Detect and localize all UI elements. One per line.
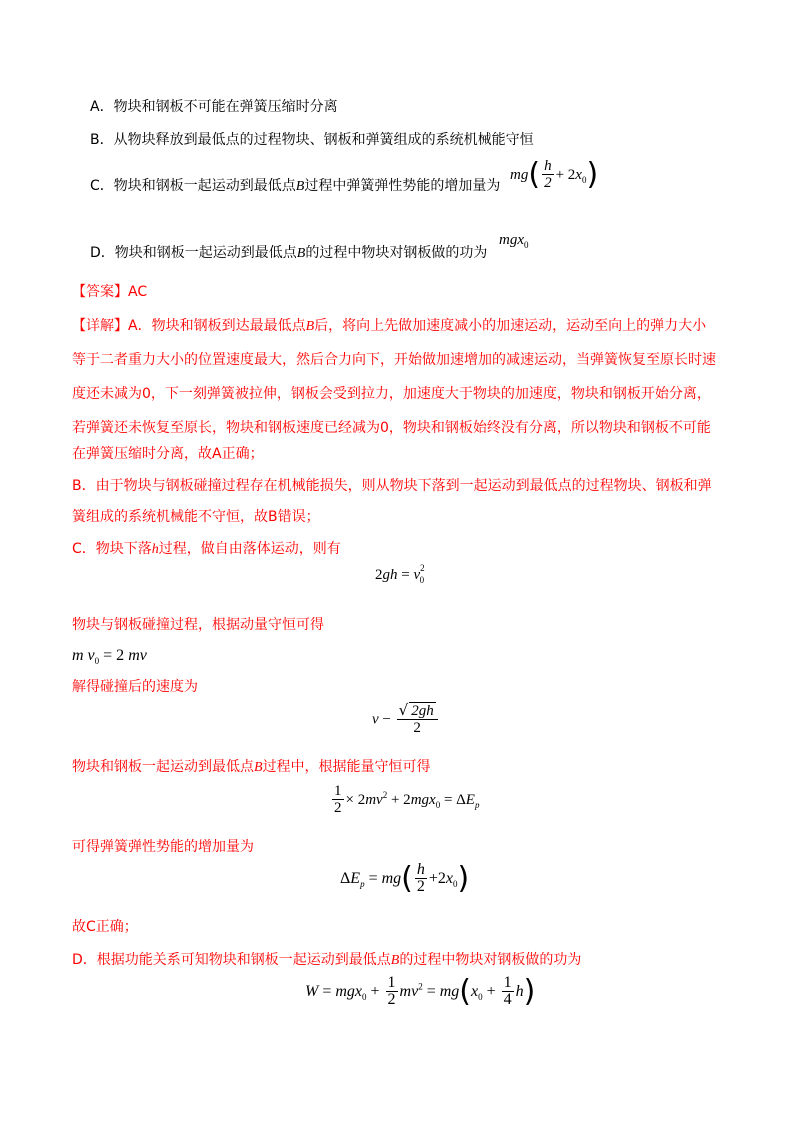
analysis-momentum-line: 物块与钢板碰撞过程，根据动量守恒可得: [72, 617, 324, 633]
analysis-line-3: 度还未减为0，下一刻弹簧被拉伸，钢板会受到拉力，加速度大于物块的加速度，物块和钢板开始分离，: [72, 386, 711, 402]
analysis-line-5: 在弹簧压缩时分离，故A正确；: [72, 446, 264, 462]
analysis-text: A．物块和钢板到达最最低点: [128, 318, 306, 334]
analysis-velocity-line: 解得碰撞后的速度为: [72, 679, 198, 695]
equation-ep-increase: $\Delta E_p = mg$( $\frac{h}{2}$ $+2x_0$): [340, 860, 470, 896]
analysis-text: 后，将向上先做加速度减小的加速运动，运动至向上的弹力大小: [314, 318, 707, 334]
analysis-d-line: [72, 950, 581, 971]
point-b: B: [390, 953, 400, 968]
equation-velocity: v − $\frac{√ 2gh}{2}$: [372, 702, 440, 736]
option-d-suffix: 的过程中物块对钢板做的功为: [305, 245, 488, 261]
analysis-text: 的过程中物块对钢板做的功为: [399, 952, 582, 968]
point-b: B: [254, 760, 263, 775]
point-b: B: [305, 319, 315, 334]
analysis-c-line: [72, 539, 341, 560]
analysis-text: 过程中，根据能量守恒可得: [262, 759, 431, 775]
analysis-line-1: [72, 316, 706, 337]
symbol-h: h: [151, 542, 159, 557]
analysis-text: 物块和钢板一起运动到最低点: [72, 759, 254, 775]
option-a: A．物块和钢板不可能在弹簧压缩时分离: [90, 99, 338, 115]
analysis-line-2: 等于二者重力大小的位置速度最大，然后合力向下，开始做加速增加的减速运动，当弹簧恢复至原长时速: [72, 352, 716, 368]
analysis-text: D．根据功能关系可知物块和钢板一起运动到最低点: [72, 952, 391, 968]
analysis-increase-line: 可得弹簧弹性势能的增加量为: [72, 839, 254, 855]
option-d-formula: mgx$_0$: [499, 232, 529, 250]
analysis-b-line-1: B．由于物块与钢板碰撞过程存在机械能损失，则从物块下落到一起运动到最低点的过程物块、钢板和弹: [72, 478, 712, 494]
analysis-line-4: 若弹簧还未恢复至原长，物块和钢板速度已经减为0，物块和钢板始终没有分离，所以物块和钢板不可能: [72, 420, 711, 436]
analysis-label: 【详解】: [72, 318, 128, 334]
equation-energy: $\frac{1}{2}$ × $2mv^2 + 2mgx_0 = \Delta E_p$: [334, 783, 480, 816]
option-d-point: B: [296, 246, 306, 261]
option-c-suffix: 过程中弹簧弹性势能的增加量为: [304, 178, 501, 194]
analysis-energy-line: [72, 757, 431, 778]
option-c-formula: mg( $\frac{h}{2}$ + $2x_0$): [510, 156, 599, 192]
option-c: [90, 176, 500, 197]
equation-momentum: m $v_0 = 2$ mv: [72, 647, 147, 667]
analysis-text: C．物块下落: [72, 541, 152, 557]
option-c-prefix: C．物块和钢板一起运动到最低点: [90, 178, 296, 194]
option-b: B．从物块释放到最低点的过程物块、钢板和弹簧组成的系统机械能守恒: [90, 132, 534, 148]
analysis-b-line-2: 簧组成的系统机械能不守恒，故B错误；: [72, 509, 320, 525]
answer-label: 【答案】AC: [72, 284, 148, 300]
equation-work: W = mgx$_0$ + $\frac{1}{2}$ $mv^2 = mg(x_0$ + $\frac{1}{4}$ h): [305, 973, 536, 1009]
option-d: [90, 243, 487, 264]
analysis-text: 过程，做自由落体运动，则有: [158, 541, 341, 557]
equation-free-fall: $2gh = v^2_0$: [375, 563, 425, 585]
option-c-point: B: [295, 179, 305, 194]
analysis-c-correct: 故C正确；: [72, 919, 138, 935]
option-d-prefix: D．物块和钢板一起运动到最低点: [90, 245, 297, 261]
